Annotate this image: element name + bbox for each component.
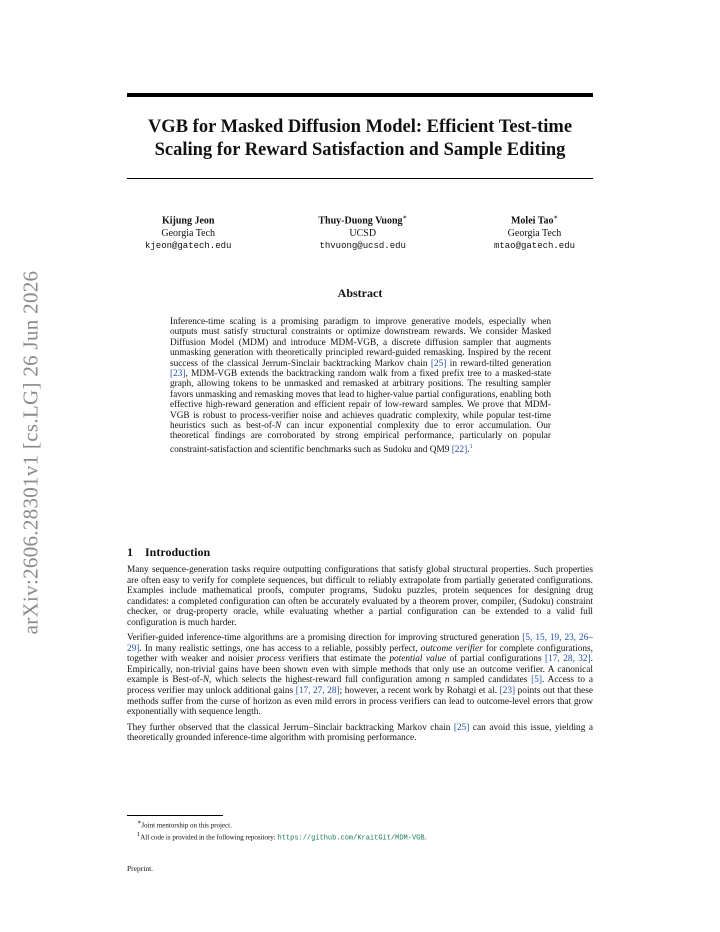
citation-link[interactable]: [25]	[430, 358, 447, 369]
footnote-rule	[127, 815, 223, 816]
paper-title	[110, 116, 610, 162]
citation-link[interactable]: [25]	[453, 722, 470, 733]
citation-link[interactable]: [5]	[531, 675, 543, 686]
author-name: Molei Tao∗	[510, 214, 558, 227]
footnote: $^1$All code is provided in the following repository: https://github.com/KraitGit/MDM-VGB.	[137, 831, 427, 843]
citation-link[interactable]: [17, 27, 28]	[295, 686, 340, 697]
repository-link[interactable]: https://github.com/KraitGit/MDM-VGB	[277, 834, 425, 843]
author-block	[494, 212, 575, 253]
body-text	[127, 565, 593, 749]
paragraph: Many sequence-generation tasks require outputting configurations that satisfy global structural properties. Such properties are often easy to verify for complete sequences, but difficult to reliably extrapolate from partially generated configurations. Examples include mathematical proofs, computer programs, Sudoku puzzles, protein sequences for designing drug candidates: a completed configuration can often be accurately evaluated by a theorem prover, compiler, (Sudoku) constraint checker, or drug-property oracle, while evaluating whether a partial configuration can be extended to a valid full configuration is much harder.	[127, 565, 593, 628]
author-mark: ∗	[402, 214, 408, 221]
author-block	[145, 212, 231, 253]
citation-link[interactable]: [22]	[451, 444, 468, 455]
arxiv-stamp-text: arXiv:2606.28301v1 [cs.LG] 26 Jun 2026	[18, 270, 43, 634]
title-line-2: Scaling for Reward Satisfaction and Sample Editing	[154, 140, 566, 160]
footnote: ∗Joint mentorship on this project.	[137, 819, 232, 830]
abstract-heading: Abstract	[337, 286, 383, 300]
citation-link[interactable]: [23]	[170, 369, 186, 380]
title-top-rule	[127, 93, 593, 97]
author-mark: ∗	[553, 214, 558, 221]
citation-link[interactable]: [23]	[499, 686, 516, 697]
author-email[interactable]: mtao@gatech.edu	[493, 241, 575, 252]
author-block	[318, 212, 407, 253]
title-bottom-rule	[127, 178, 593, 179]
section-title: Introduction	[145, 545, 211, 559]
footnotes	[137, 818, 593, 844]
paragraph: They further observed that the classical Jerrum–Sinclair backtracking Markov chain [25] can avoid this issue, yielding a theoretically grounded inference-time algorithm with promising performance.	[127, 722, 593, 744]
paragraph: Verifier-guided inference-time algorithms are a promising direction for improving structured generation [5, 15, 19, 23, 26–29]. In many realistic settings, one has access to a reliable, possibly perfect, outcome verifier for complete configurations, together with weaker and noisier process verifiers that estimate the potential value of partial configurations [17, 28, 32]. Empirically, non-trivial gains have been shown even with simple methods that only use an outcome verifier. A canonical example is Best-of-N, which selects the highest-reward full configuration among n sampled candidates [5]. Access to a process verifier may unlock additional gains [17, 27, 28]; however, a recent work by Rohatgi et al. [23] points out that these methods suffer from the curse of horizon as even mild errors in process verifiers can lead to outcome-level errors that grow exponentially with sequence length.	[127, 633, 593, 718]
arxiv-identifier-stamp	[14, 260, 48, 644]
footnote-marker[interactable]: 1	[469, 442, 473, 450]
author-affiliation: Georgia Tech	[161, 227, 216, 239]
author-affiliation: UCSD	[349, 227, 377, 239]
citation-link[interactable]: [5, 15, 19, 23, 26–29]	[127, 633, 593, 654]
author-email[interactable]: kjeon@gatech.edu	[145, 241, 232, 252]
preprint-label: Preprint.	[127, 864, 154, 873]
author-name: Thuy-Duong Vuong∗	[318, 214, 408, 227]
section-heading	[127, 545, 593, 560]
author-affiliation: Georgia Tech	[507, 227, 562, 239]
section-number: 1	[127, 545, 133, 559]
title-line-1: VGB for Masked Diffusion Model: Efficient Test-time	[147, 117, 573, 137]
author-name: Kijung Jeon	[161, 215, 215, 227]
abstract-text: Inference-time scaling is a promising paradigm to improve generative models, especially when outputs must satisfy structural constraints or optimize downstream rewards. We consider Masked Diffusion Model (MDM) and introduce MDM-VGB, a discrete diffusion sampler that augments unmasking generation with theoretically principled reward-guided remasking. Inspired by the recent success of the classical Jerrum-Sinclair backtracking Markov chain [25] in reward-tilted generation [23], MDM-VGB extends the backtracking random walk from a fixed prefix tree to a masked-state graph, allowing tokens to be unmasked and remasked at arbitrary positions. The resulting sampler favors unmasking and remasking moves that lead to higher-value partial configurations, enabling both effective high-reward generation and efficient repair of low-reward samples. We prove that MDM-VGB is robust to process-verifier noise and achieves quadratic complexity, while popular test-time heuristics such as best-of-N can incur exponential complexity due to error accumulation. Our theoretical findings are corroborated by strong empirical performance, particularly on popular constraint-satisfaction and scientific benchmarks such as Sudoku and QM9 [22].$^1$	[170, 317, 551, 455]
author-list	[145, 212, 575, 253]
citation-link[interactable]: [17, 28, 32]	[545, 654, 591, 665]
author-email[interactable]: thvuong@ucsd.edu	[319, 241, 406, 252]
